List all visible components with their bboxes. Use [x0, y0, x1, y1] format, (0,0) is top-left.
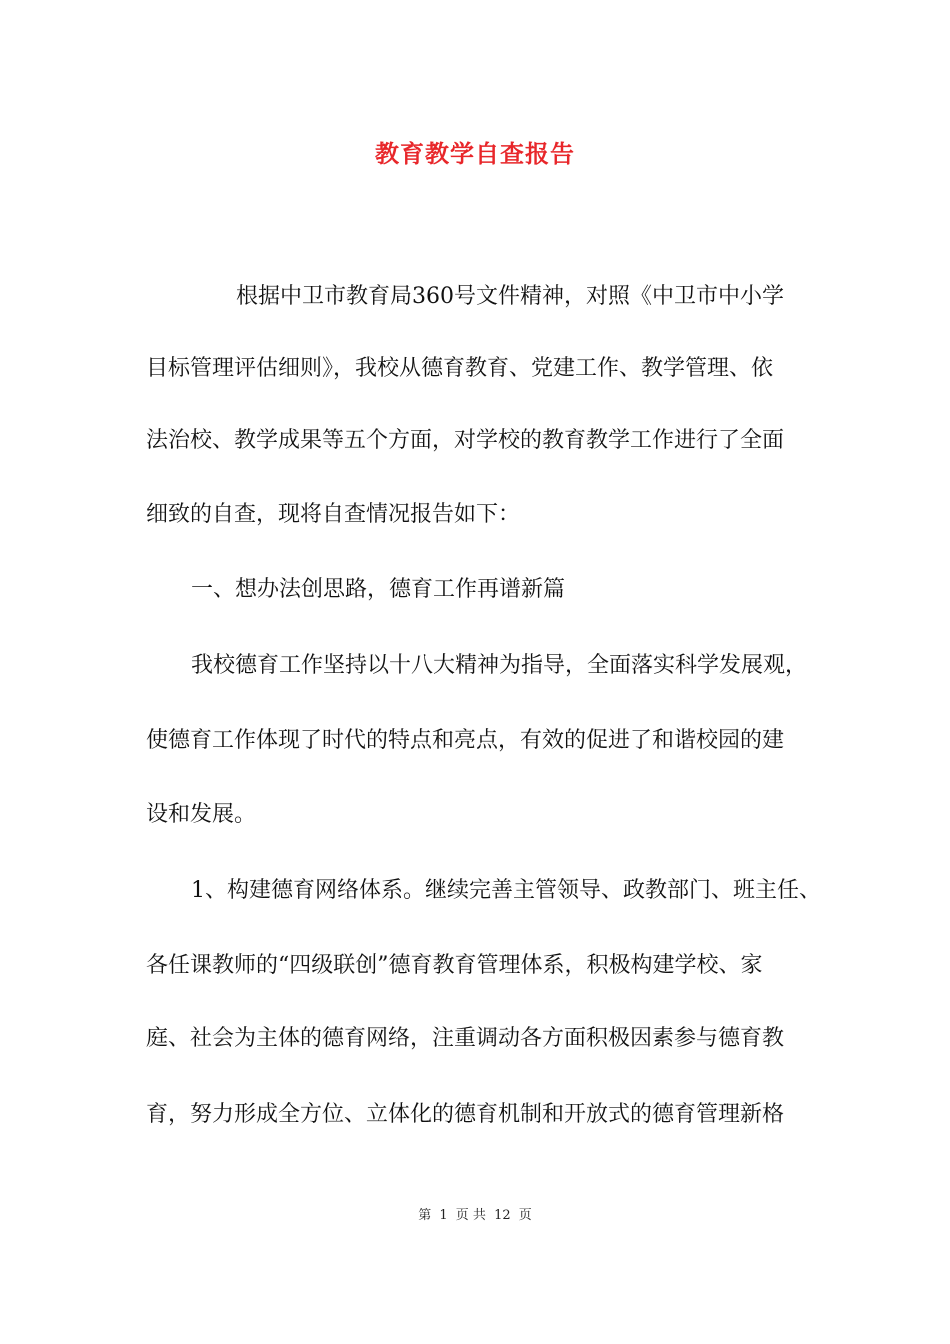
paragraph-line-1: 根据中卫市教育局360号文件精神，对照《中卫市中小学 [236, 284, 784, 309]
document-title: 教育教学自查报告 [375, 139, 575, 168]
footer-prefix: 第 [418, 1208, 432, 1223]
footer-total-pages: 12 [494, 1208, 511, 1223]
paragraph-line-6: 我校德育工作坚持以十八大精神为指导，全面落实科学发展观， [191, 653, 808, 678]
footer-page-number: 1 [439, 1208, 448, 1223]
section-heading-1: 一、想办法创思路，德育工作再谱新篇 [191, 577, 566, 602]
page-footer [0, 1206, 950, 1226]
footer-mid: 页 共 [455, 1208, 486, 1223]
paragraph-line-10: 各任课教师的“四级联创”德育教育管理体系，积极构建学校、家 [146, 953, 763, 978]
paragraph-line-8: 设和发展。 [146, 802, 257, 827]
paragraph-line-12: 育，努力形成全方位、立体化的德育机制和开放式的德育管理新格 [146, 1102, 785, 1127]
paragraph-line-9: 1、构建德育网络体系。继续完善主管领导、政教部门、班主任、 [191, 878, 821, 903]
paragraph-line-11: 庭、社会为主体的德育网络，注重调动各方面积极因素参与德育教 [146, 1026, 785, 1051]
paragraph-line-2: 目标管理评估细则》，我校从德育教育、党建工作、教学管理、依 [146, 356, 774, 381]
paragraph-line-4: 细致的自查，现将自查情况报告如下： [146, 502, 521, 527]
paragraph-line-3: 法治校、教学成果等五个方面，对学校的教育教学工作进行了全面 [146, 428, 785, 453]
paragraph-line-7: 使德育工作体现了时代的特点和亮点，有效的促进了和谐校园的建 [146, 728, 785, 753]
footer-suffix: 页 [518, 1208, 532, 1223]
